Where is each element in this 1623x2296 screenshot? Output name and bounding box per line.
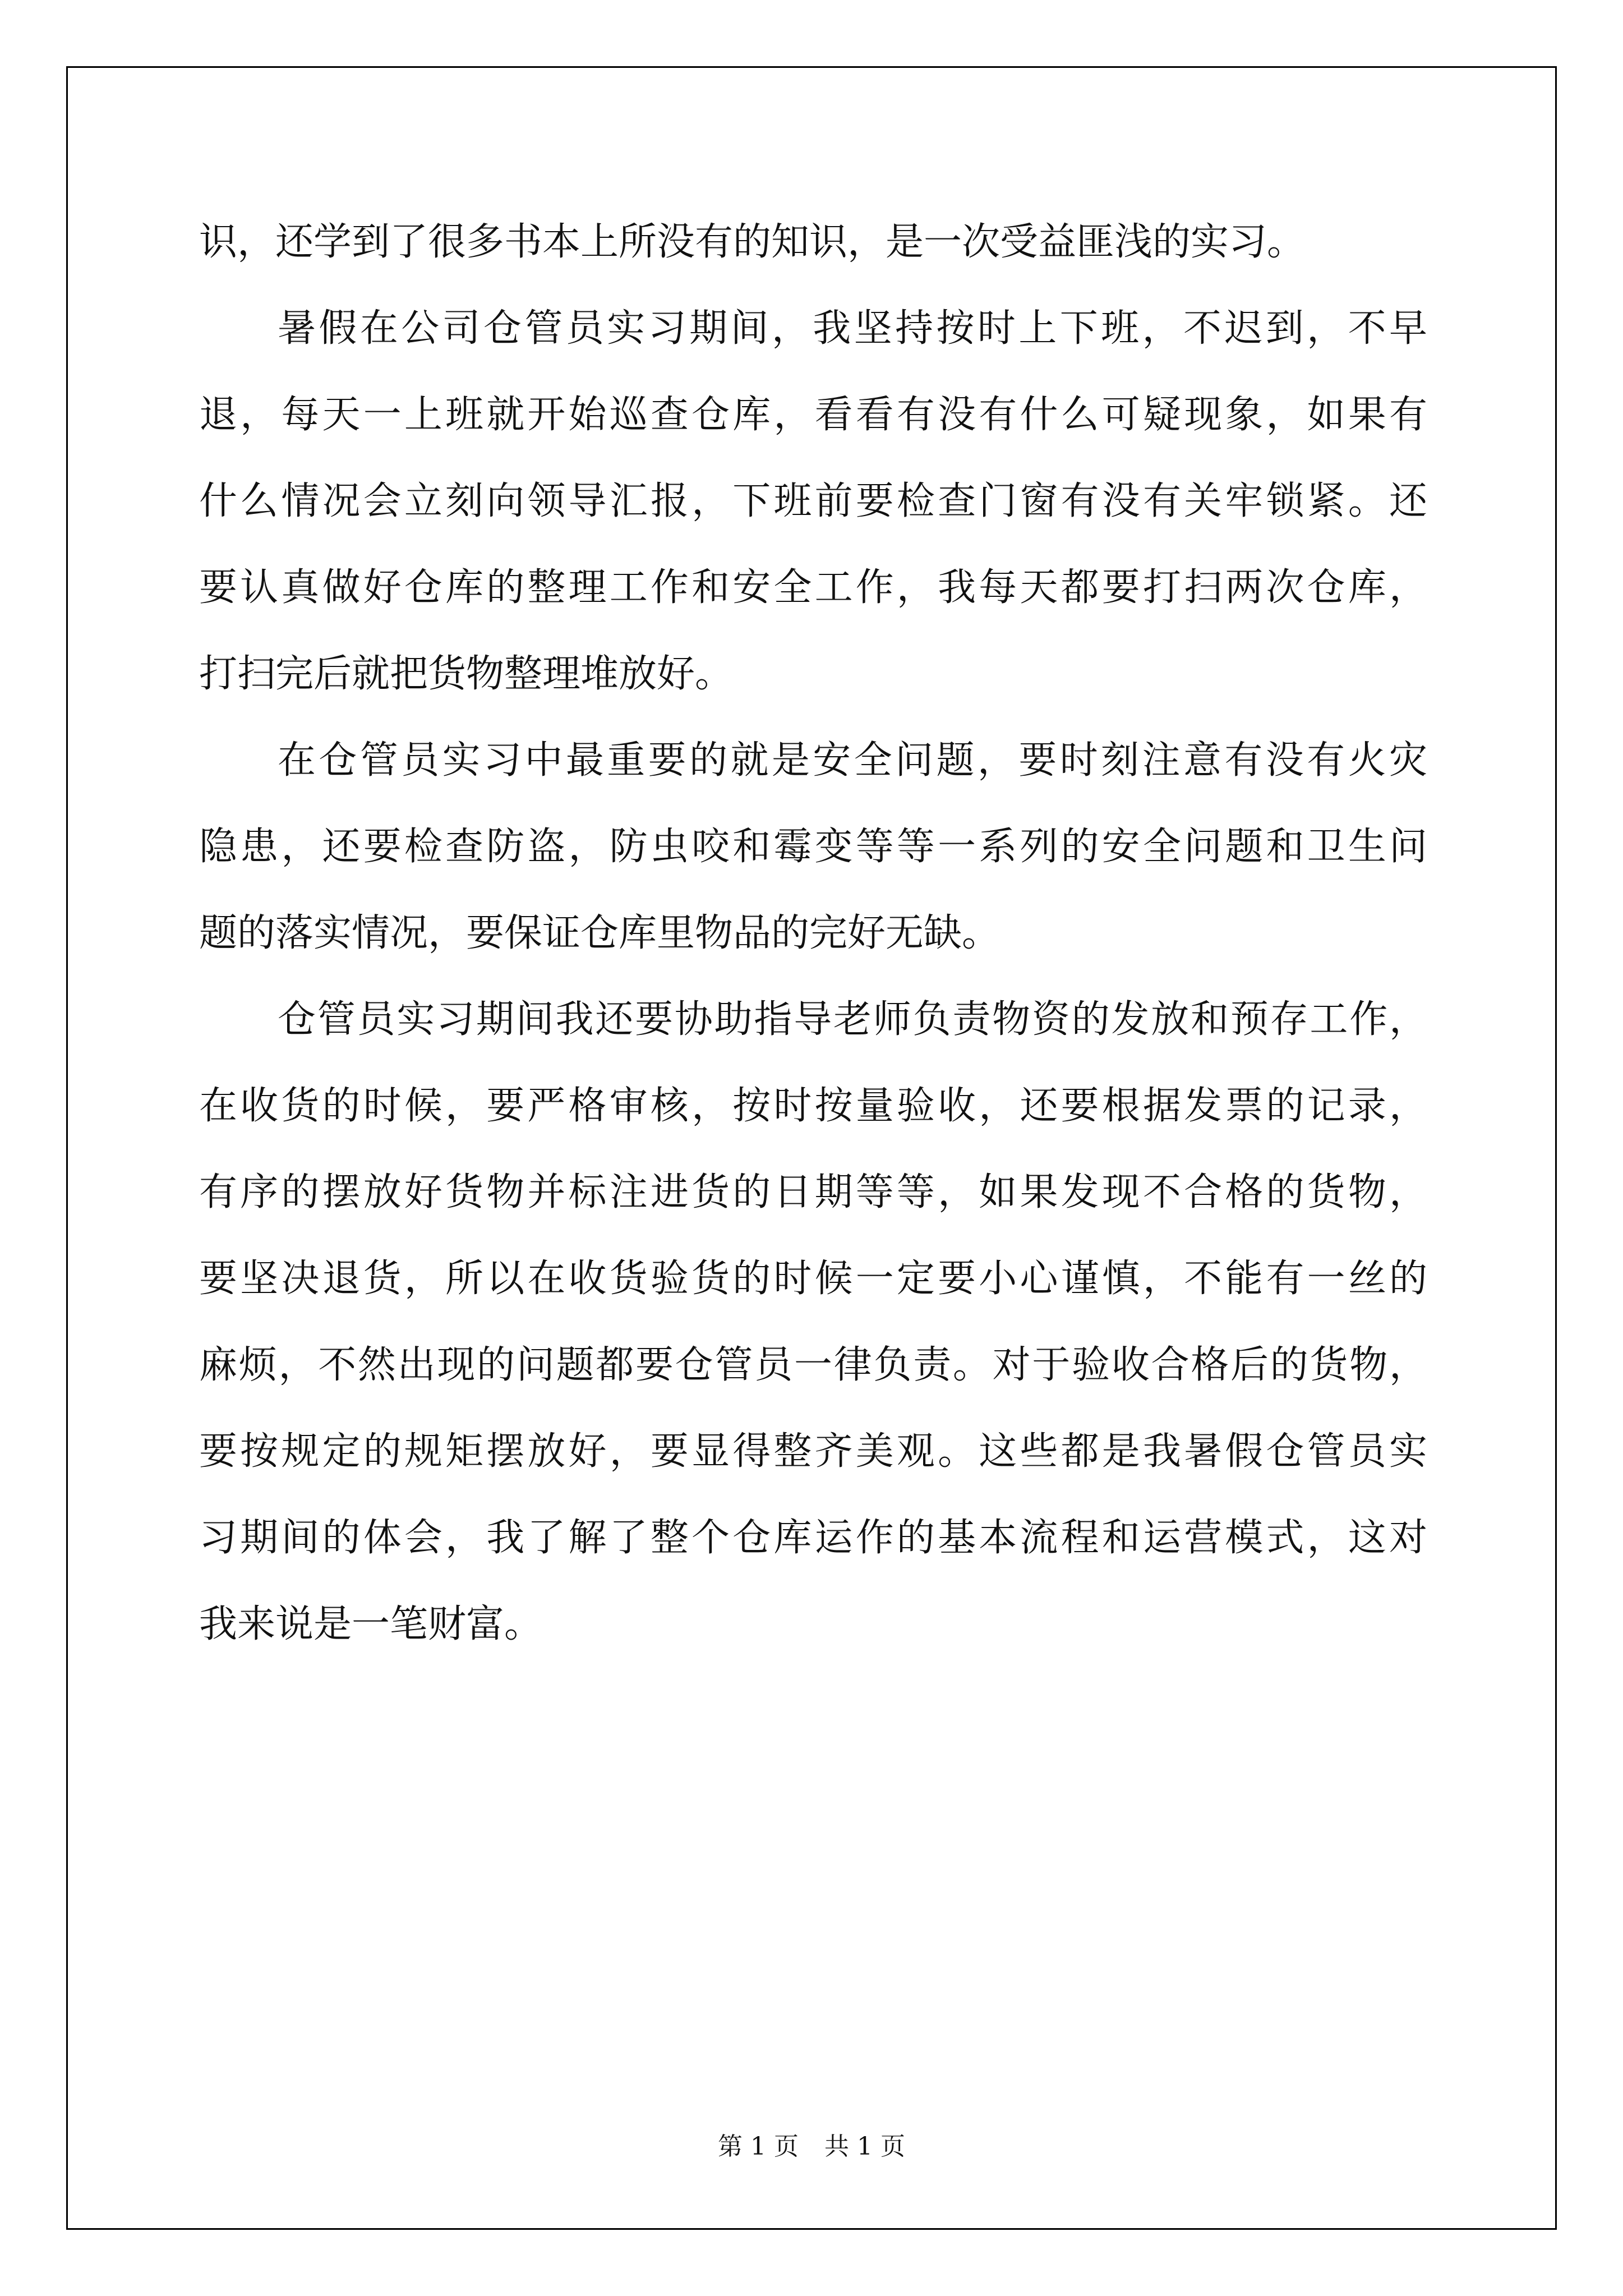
text-line: 要坚决退货，所以在收货验货的时候一定要小心谨慎，不能有一丝的 [199, 1257, 1427, 1301]
document-body [199, 199, 1427, 1668]
text-line: 退，每天一上班就开始巡查仓库，看看有没有什么可疑现象，如果有 [199, 393, 1427, 437]
text-line: 在收货的时候，要严格审核，按时按量验收，还要根据发票的记录， [199, 1084, 1427, 1128]
text-line: 打扫完后就把货物整理堆放好。 [199, 652, 734, 696]
text-line: 题的落实情况，要保证仓库里物品的完好无缺。 [199, 911, 1000, 955]
text-line: 要按规定的规矩摆放好，要显得整齐美观。这些都是我暑假仓管员实 [199, 1429, 1427, 1474]
text-line: 暑假在公司仓管员实习期间，我坚持按时上下班，不迟到，不早 [278, 306, 1427, 351]
text-line: 我来说是一笔财富。 [199, 1602, 543, 1646]
text-line: 仓管员实习期间我还要协助指导老师负责物资的发放和预存工作， [278, 997, 1427, 1042]
paragraph [199, 977, 1427, 1668]
paragraph [199, 199, 1427, 286]
text-line: 隐患，还要检查防盗，防虫咬和霉变等等一系列的安全问题和卫生问 [199, 825, 1427, 869]
text-line: 要认真做好仓库的整理工作和安全工作，我每天都要打扫两次仓库， [199, 565, 1427, 610]
text-line: 习期间的体会，我了解了整个仓库运作的基本流程和运营模式，这对 [199, 1516, 1427, 1560]
page-total: 共 1 页 [824, 2132, 905, 2161]
page-number: 第 1 页 [718, 2132, 799, 2161]
text-line: 什么情况会立刻向领导汇报，下班前要检查门窗有没有关牢锁紧。还 [199, 479, 1427, 523]
paragraph [199, 286, 1427, 717]
text-line: 识，还学到了很多书本上所没有的知识，是一次受益匪浅的实习。 [199, 220, 1306, 264]
text-line: 有序的摆放好货物并标注进货的日期等等，如果发现不合格的货物， [199, 1170, 1427, 1214]
page-footer [0, 2126, 1623, 2162]
text-line: 在仓管员实习中最重要的就是安全问题，要时刻注意有没有火灾 [278, 738, 1427, 783]
paragraph [199, 717, 1427, 977]
text-line: 麻烦，不然出现的问题都要仓管员一律负责。对于验收合格后的货物， [199, 1343, 1427, 1387]
